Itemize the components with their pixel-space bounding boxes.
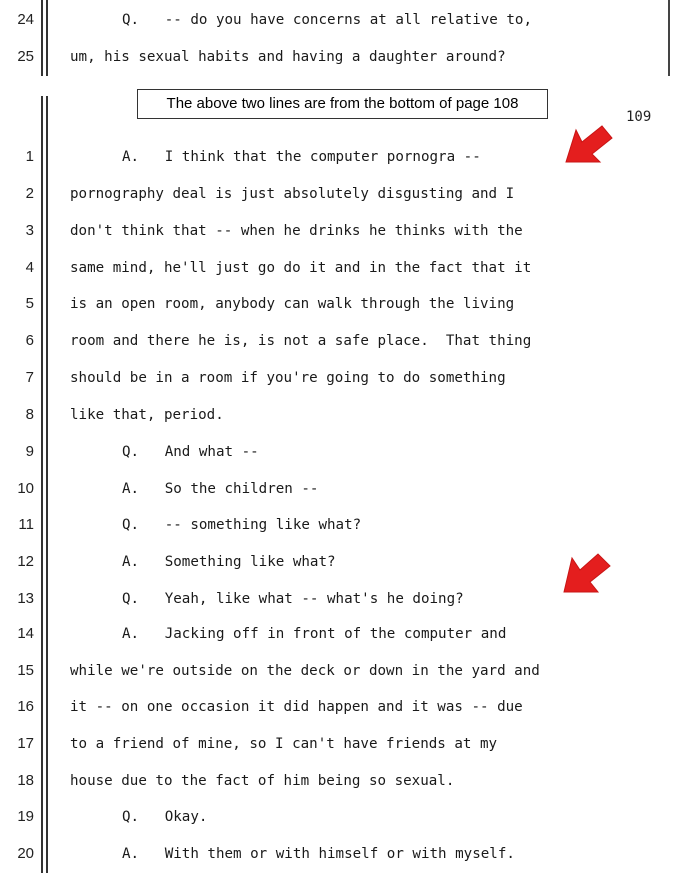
line-text: pornography deal is just absolutely disgusting and I	[70, 186, 515, 202]
line-number: 15	[17, 662, 34, 679]
line-number: 18	[17, 772, 34, 789]
line-text: um, his sexual habits and having a daughter around?	[70, 49, 506, 65]
line-number: 11	[18, 516, 34, 533]
line-number: 9	[25, 443, 34, 460]
line-number: 12	[17, 553, 34, 570]
line-number: 4	[25, 259, 34, 276]
line-text: room and there he is, is not a safe place. That thing	[70, 333, 532, 349]
transcript-line	[0, 513, 689, 537]
line-number: 2	[25, 185, 34, 202]
line-text: like that, period.	[70, 407, 224, 423]
line-number: 20	[17, 845, 34, 862]
line-number: 17	[17, 735, 34, 752]
line-text: Q. Okay.	[122, 809, 208, 825]
transcript-line	[0, 329, 689, 353]
transcript-line	[0, 769, 689, 793]
line-number: 13	[17, 590, 34, 607]
red-arrow-icon	[560, 552, 614, 600]
transcript-line	[0, 292, 689, 316]
line-number: 10	[17, 480, 34, 497]
line-text: should be in a room if you're going to do something	[70, 370, 506, 386]
line-number: 8	[25, 406, 34, 423]
transcript-line	[0, 695, 689, 719]
line-number: 14	[17, 625, 34, 642]
annotation-note: The above two lines are from the bottom of page 108	[137, 89, 548, 119]
transcript-line	[0, 477, 689, 501]
red-arrow-icon	[562, 124, 616, 172]
line-number: 1	[25, 148, 34, 165]
transcript-line	[0, 219, 689, 243]
line-text: it -- on one occasion it did happen and it was -- due	[70, 699, 523, 715]
transcript-line	[0, 805, 689, 829]
arrow-shape	[564, 554, 610, 592]
transcript-line	[0, 182, 689, 206]
line-number: 6	[25, 332, 34, 349]
line-text: same mind, he'll just go do it and in the fact that it	[70, 260, 532, 276]
line-text: A. With them or with himself or with myself.	[122, 846, 515, 862]
line-number: 24	[17, 11, 34, 28]
transcript-line	[0, 622, 689, 646]
line-text: A. I think that the computer pornogra --	[122, 149, 481, 165]
line-text: Q. -- do you have concerns at all relative to,	[122, 12, 532, 28]
transcript-line	[0, 732, 689, 756]
transcript-line	[0, 8, 689, 32]
line-text: A. Jacking off in front of the computer and	[122, 626, 507, 642]
line-text: while we're outside on the deck or down in the yard and	[70, 663, 540, 679]
line-text: Q. And what --	[122, 444, 259, 460]
transcript-line	[0, 440, 689, 464]
transcript-line	[0, 256, 689, 280]
transcript-line	[0, 659, 689, 683]
line-text: to a friend of mine, so I can't have friends at my	[70, 736, 498, 752]
line-number: 16	[17, 698, 34, 715]
line-text: don't think that -- when he drinks he thinks with the	[70, 223, 523, 239]
page-number: 109	[626, 109, 652, 125]
line-number: 7	[25, 369, 34, 386]
line-text: is an open room, anybody can walk through the living	[70, 296, 515, 312]
transcript-line	[0, 366, 689, 390]
line-text: Q. Yeah, like what -- what's he doing?	[122, 591, 464, 607]
transcript-line	[0, 45, 689, 69]
line-number: 19	[17, 808, 34, 825]
line-number: 3	[25, 222, 34, 239]
transcript-line	[0, 403, 689, 427]
arrow-shape	[566, 126, 612, 162]
line-text: A. Something like what?	[122, 554, 336, 570]
line-number: 25	[17, 48, 34, 65]
line-text: house due to the fact of him being so sexual.	[70, 773, 455, 789]
transcript-line	[0, 842, 689, 866]
line-text: Q. -- something like what?	[122, 517, 362, 533]
line-text: A. So the children --	[122, 481, 319, 497]
line-number: 5	[25, 295, 34, 312]
